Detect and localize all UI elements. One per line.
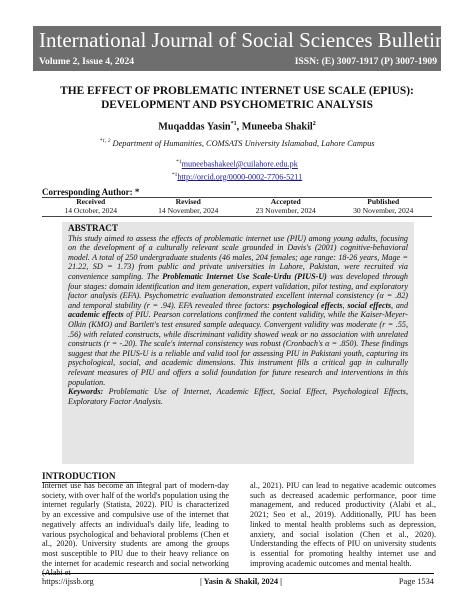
abstract-text: , (342, 300, 348, 310)
author-list (40, 121, 434, 132)
abstract-bold: academic effects (68, 310, 124, 320)
keywords (68, 387, 408, 406)
volume-issue: Volume 2, Issue 4, 2024 (39, 56, 135, 67)
email-link[interactable]: muneebashakeel@cuilahore.edu.pk (181, 159, 298, 169)
orcid-link[interactable]: http://orcid.org/0000-0002-7706-5211 (177, 172, 303, 182)
author-1-sup: *1 (230, 121, 237, 127)
affiliation-sup: *1, 2 (99, 138, 111, 144)
intro-column-2: al., 2021). PIU can lead to negative academic outcomes such as decreased academic performance, poor time management, and reduced productivity (Alabi et al., 2021; Seo et al., 2019). Additionally, PIU has been linked to mental health problems such as depression, anxiety, and social isolation (Chen et al., 2020). Understanding the effects of PIU on university students is essential for promoting healthy internet use and improving academic outcomes and mental health. (250, 481, 436, 568)
abstract-bold: psychological effects (272, 300, 343, 310)
author-separator: , (236, 121, 242, 133)
affiliation (40, 138, 434, 148)
intro-column-1: Internet use has become an integral part of modern-day society, with over half of the world's population using the internet regularly (Statista, 2022). PIU is characterized by an excessive and compulsive use of the internet that negatively affects an individual's daily life, leading to various psychological and behavioral problems (Chen et al., 2020). University students are among the groups most susceptible to PIU due to their heavy reliance on the internet for academic research and social networking (Alabi et (42, 481, 229, 578)
article-title (40, 84, 434, 112)
footer-url[interactable]: https://ijssb.org (42, 577, 94, 586)
date-revised (140, 198, 238, 216)
date-accepted (237, 198, 335, 216)
abstract-bold: social effects (347, 300, 392, 310)
abstract-text: of PIU. Pearson correlations confirmed the content validity, while the Kaiser-Meyer-Olkin (KMO) and Bartlett's test ensured sample adequacy. Convergent validity was moderate (r = .55, .56) with related constructs, while discriminant validity showed weak or no association with unrelated constructs (r = -.20). The scale's internal consistency was robust (Cronbach's α = .850). These findings suggest that the PIUS-U is a reliable and valid tool for assessing PIU in Pakistani youth, capturing its psychological, social, and academic dimensions. This instrument fills a critical gap in culturally relevant measures of PIU and offers a solid foundation for future research and interventions in this population. (68, 310, 408, 387)
abstract-heading: ABSTRACT (68, 223, 119, 233)
abstract-bold: Problematic Internet Use Scale-Urdu (PIUS-U) (162, 271, 327, 281)
author-2: Muneeba Shakil (241, 121, 313, 133)
date-published (335, 198, 433, 216)
page-footer (42, 573, 434, 588)
date-received (42, 198, 140, 216)
abstract-text: , and (391, 300, 409, 310)
contact-info (40, 157, 434, 182)
date-value: 23 November, 2024 (255, 205, 316, 215)
journal-title: International Journal of Social Sciences Bulletin (39, 28, 446, 52)
introduction-heading: INTRODUCTION (42, 471, 142, 483)
date-label: Accepted (270, 197, 301, 206)
title-line-2: DEVELOPMENT AND PSYCHOMETRIC ANALYSIS (101, 99, 373, 111)
issn: ISSN: (E) 3007-1917 (P) 3007-1909 (294, 56, 437, 67)
date-value: 30 November, 2024 (353, 205, 414, 215)
abstract-text: was developed through four stages: domain identification and item generation, expert validation, pilot testing, and exploratory factor analysis (EFA). Psychometric evaluation demonstrated excellent internal consistency (α = .82) and temporal stability (r = .94). EFA revealed three factors: (68, 271, 408, 310)
abstract-body (68, 234, 408, 388)
date-label: Published (367, 197, 400, 206)
abstract-box (62, 222, 414, 464)
keywords-label: Keywords: (68, 387, 104, 397)
journal-banner (33, 26, 446, 71)
page-number: Page 1534 (398, 577, 434, 586)
email-sup: *1 (176, 159, 182, 165)
title-line-1: THE EFFECT OF PROBLEMATIC INTERNET USE SCALE (EPIUS): (60, 85, 414, 97)
orcid-sup: *1 (171, 171, 178, 178)
affiliation-text: Department of Humanities, COMSATS University Islamabad, Lahore Campus (110, 138, 375, 148)
corresponding-author: Corresponding Author: * (42, 187, 140, 197)
date-label: Revised (175, 197, 201, 206)
keywords-text: Problematic Use of Internet, Academic Effect, Social Effect, Psychological Effects, Exploratory Factor Analysis. (68, 387, 408, 406)
dates-table (42, 197, 432, 217)
date-value: 14 October, 2024 (64, 205, 118, 215)
date-value: 14 November, 2024 (158, 205, 219, 215)
date-label: Received (76, 197, 106, 206)
author-2-sup: 2 (312, 121, 316, 127)
abstract-text: This study aimed to assess the effects of problematic internet use (PIU) among young adults, focusing on the development of a culturally relevant scale grounded in Davis's (2001) cognitive-behavioral model. A total of 250 undergraduate students (46 males, 204 females; age range: 18-26 years, Mage = 21.22, SD = 1.73) from public and private universities in Lahore, Pakistan, were recruited via convenience sampling. The (68, 233, 408, 281)
author-1: Muqaddas Yasin (158, 121, 231, 133)
footer-citation: | Yasin & Shakil, 2024 | (200, 577, 283, 586)
